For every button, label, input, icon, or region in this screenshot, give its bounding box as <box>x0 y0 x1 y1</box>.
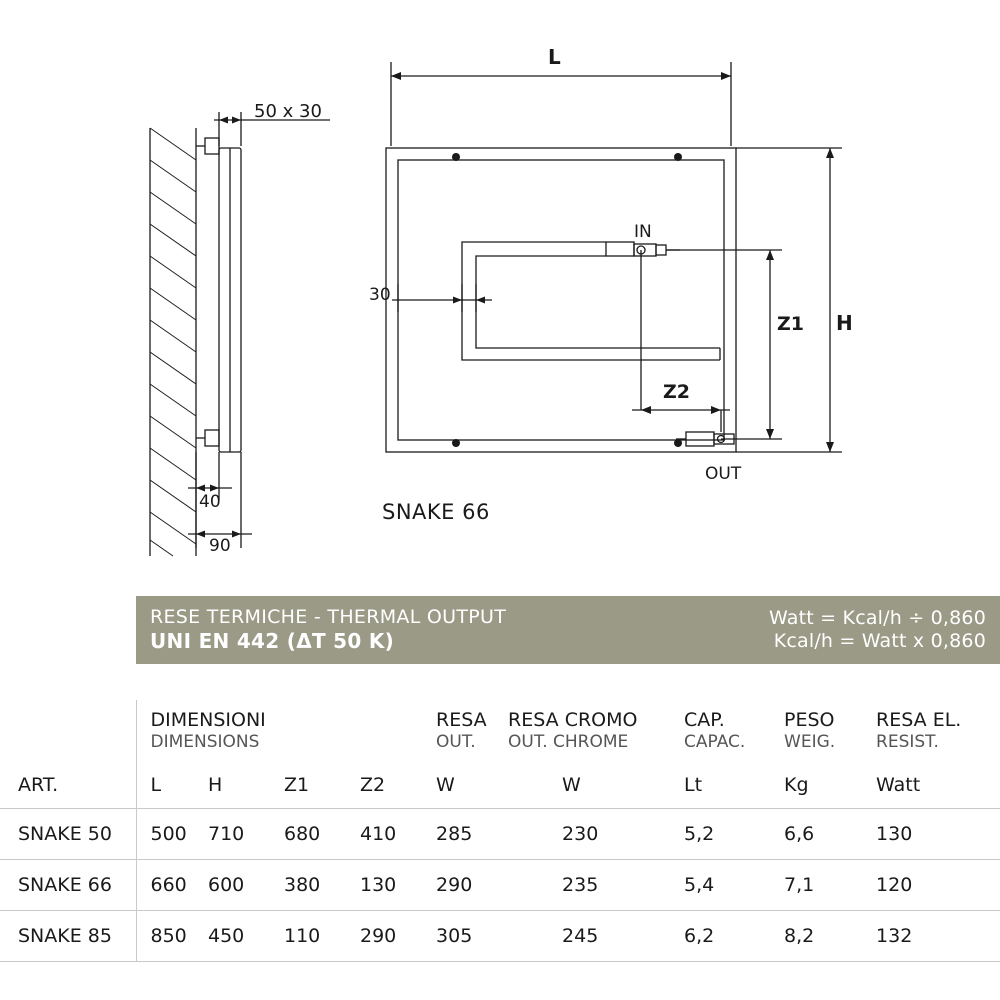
cell-resa-cromo: 235 <box>508 860 684 911</box>
cell-z1: 110 <box>284 911 360 962</box>
cell-l: 500 <box>136 809 208 860</box>
unit-watt: Watt <box>876 762 1000 809</box>
cell-z1: 380 <box>284 860 360 911</box>
table-units-row <box>0 762 1000 809</box>
table-row <box>0 911 1000 962</box>
cell-art: SNAKE 50 <box>0 809 136 860</box>
cell-peso: 6,6 <box>784 809 876 860</box>
cell-l: 660 <box>136 860 208 911</box>
cell-resa: 305 <box>436 911 508 962</box>
unit-l: L <box>136 762 208 809</box>
cell-z2: 410 <box>360 809 436 860</box>
group-header-blank <box>0 700 136 762</box>
label-in: IN <box>634 222 652 242</box>
cell-cap: 5,2 <box>684 809 784 860</box>
label-Z1: Z1 <box>777 313 804 335</box>
thermal-output-banner <box>136 596 1000 664</box>
cell-resa-el: 120 <box>876 860 1000 911</box>
table-row <box>0 860 1000 911</box>
unit-lt: Lt <box>684 762 784 809</box>
group-header-cap: CAP. CAPAC. <box>684 708 746 753</box>
cell-resa-el: 132 <box>876 911 1000 962</box>
cell-resa-cromo: 245 <box>508 911 684 962</box>
group-header-peso: PESO WEIG. <box>784 708 836 753</box>
cell-resa-el: 130 <box>876 809 1000 860</box>
label-depth: 50 x 30 <box>254 101 322 122</box>
cell-art: SNAKE 85 <box>0 911 136 962</box>
group-header-resa-el: RESA EL. RESIST. <box>876 708 962 753</box>
group-header-resa: RESA OUT. <box>436 708 487 753</box>
label-H: H <box>836 311 853 335</box>
label-90: 90 <box>209 536 231 556</box>
cell-resa: 285 <box>436 809 508 860</box>
group-header-resa-cromo: RESA CROMO OUT. CHROME <box>508 708 638 753</box>
label-L: L <box>548 45 561 69</box>
cell-resa: 290 <box>436 860 508 911</box>
conversion-watt: Watt = Kcal/h ÷ 0,860 <box>769 606 986 629</box>
unit-w-resa: W <box>436 762 508 809</box>
cell-peso: 8,2 <box>784 911 876 962</box>
cell-h: 710 <box>208 809 284 860</box>
unit-h: H <box>208 762 284 809</box>
cell-resa-cromo: 230 <box>508 809 684 860</box>
model-name: SNAKE 66 <box>382 500 490 524</box>
unit-w-cromo: W <box>508 762 684 809</box>
cell-h: 450 <box>208 911 284 962</box>
unit-z2: Z2 <box>360 762 436 809</box>
label-out: OUT <box>705 464 742 484</box>
label-40: 40 <box>199 492 221 512</box>
unit-kg: Kg <box>784 762 876 809</box>
label-30: 30 <box>369 285 391 305</box>
banner-title: RESE TERMICHE - THERMAL OUTPUT <box>150 606 507 629</box>
table-row <box>0 809 1000 860</box>
banner-standard: UNI EN 442 (ΔT 50 K) <box>150 629 395 654</box>
unit-art: ART. <box>0 762 136 809</box>
cell-z1: 680 <box>284 809 360 860</box>
banner-left <box>150 606 506 654</box>
cell-h: 600 <box>208 860 284 911</box>
specifications-table <box>0 700 1000 962</box>
cell-art: SNAKE 66 <box>0 860 136 911</box>
cell-peso: 7,1 <box>784 860 876 911</box>
label-Z2: Z2 <box>663 381 690 403</box>
cell-cap: 6,2 <box>684 911 784 962</box>
cell-l: 850 <box>136 911 208 962</box>
cell-cap: 5,4 <box>684 860 784 911</box>
cell-z2: 130 <box>360 860 436 911</box>
banner-right <box>769 607 986 653</box>
group-header-dimensions: DIMENSIONI DIMENSIONS <box>136 700 436 762</box>
conversion-kcal: Kcal/h = Watt x 0,860 <box>773 630 986 652</box>
table-group-header-row <box>0 700 1000 762</box>
cell-z2: 290 <box>360 911 436 962</box>
unit-z1: Z1 <box>284 762 360 809</box>
